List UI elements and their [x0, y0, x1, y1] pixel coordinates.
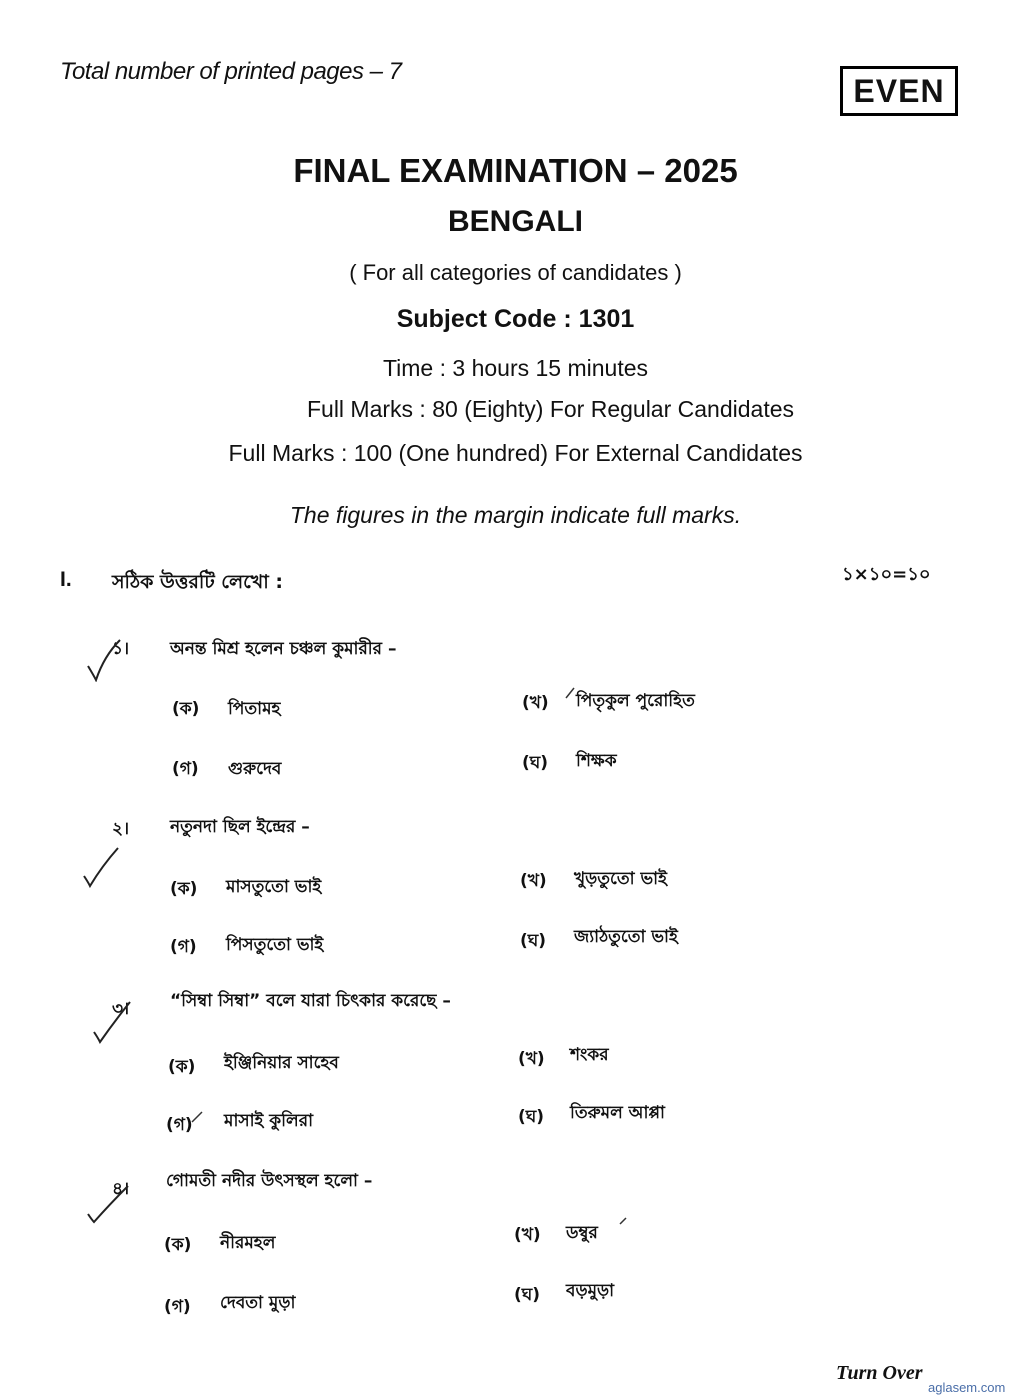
- option-text: তিরুমল আপ্পা: [570, 1103, 665, 1123]
- check-mark-icon: [84, 636, 124, 682]
- option-text: মাসাই কুলিরা: [224, 1111, 313, 1131]
- total-pages-note: Total number of printed pages – 7: [60, 58, 402, 85]
- option-label: (গ): [166, 1115, 193, 1135]
- question-number: ২।: [112, 819, 130, 839]
- option-text: ডম্বুর: [566, 1223, 598, 1243]
- option-label: (ঘ): [522, 753, 549, 773]
- question-text: “সিম্বা সিম্বা” বলে যারা চিৎকার করেছে –: [170, 991, 451, 1011]
- option-label: (গ): [170, 937, 197, 957]
- option-text: ইঞ্জিনিয়ার সাহেব: [224, 1053, 339, 1073]
- option-text: পিসতুতো ভাই: [226, 935, 324, 955]
- section-marks: ১×১০=১০: [842, 564, 931, 585]
- check-mark-icon: [84, 1180, 134, 1226]
- candidate-categories: ( For all categories of candidates ): [349, 260, 682, 285]
- option-label: (গ): [164, 1297, 191, 1317]
- option-text: গুরুদেব: [228, 759, 282, 779]
- question-text: নতুনদা ছিল ইন্দ্রের –: [170, 817, 310, 837]
- option-text: খুড়তুতো ভাই: [574, 869, 667, 889]
- option-label: (খ): [520, 871, 547, 891]
- full-marks-external: Full Marks : 100 (One hundred) For External Candidates: [228, 440, 803, 466]
- margin-note: The figures in the margin indicate full marks.: [289, 502, 742, 528]
- option-text: দেবতা মুড়া: [220, 1293, 296, 1313]
- option-text: বড়মুড়া: [566, 1281, 615, 1301]
- option-label: (খ): [518, 1049, 545, 1069]
- set-label-badge: EVEN: [840, 66, 958, 116]
- question-text: গোমতী নদীর উৎসস্থল হলো –: [166, 1171, 373, 1191]
- option-label: (খ): [522, 693, 549, 713]
- tick-mark-icon: [190, 1110, 204, 1124]
- tick-mark-icon: [564, 686, 576, 700]
- option-label: (ঘ): [518, 1107, 545, 1127]
- question-text: অনন্ত মিশ্র হলেন চঞ্চল কুমারীর –: [170, 639, 397, 659]
- question-number: ৪।: [112, 1179, 130, 1199]
- tick-mark-icon: [618, 1216, 628, 1226]
- option-text: শিক্ষক: [576, 751, 617, 771]
- exam-title: FINAL EXAMINATION – 2025: [293, 152, 738, 189]
- option-label: (ঘ): [514, 1285, 541, 1305]
- option-text: নীরমহল: [220, 1233, 276, 1253]
- option-label: (ঘ): [520, 931, 547, 951]
- question-number: ৩।: [112, 999, 130, 1019]
- option-text: মাসতুতো ভাই: [226, 877, 322, 897]
- question-number: ১।: [112, 639, 130, 659]
- exam-time: Time : 3 hours 15 minutes: [382, 355, 649, 381]
- option-text: জ্যাঠতুতো ভাই: [574, 927, 678, 947]
- subject-code: Subject Code : 1301: [396, 305, 635, 333]
- subject-name: BENGALI: [448, 205, 583, 238]
- option-label: (ক): [168, 1057, 196, 1077]
- option-label: (গ): [172, 759, 199, 779]
- option-label: (ক): [170, 879, 198, 899]
- option-text: পিতামহ: [228, 699, 281, 719]
- option-text: শংকর: [570, 1045, 609, 1065]
- option-label: (ক): [172, 699, 200, 719]
- check-mark-icon: [90, 998, 134, 1046]
- turn-over-note: Turn Over: [836, 1362, 923, 1384]
- option-text: পিতৃকুল পুরোহিত: [576, 691, 695, 711]
- option-label: (ক): [164, 1235, 192, 1255]
- watermark: aglasem.com: [928, 1380, 1006, 1395]
- option-label: (খ): [514, 1225, 541, 1245]
- section-instruction: সঠিক উত্তরটি লেখো :: [112, 571, 283, 593]
- section-number: I.: [60, 568, 72, 591]
- check-mark-icon: [80, 846, 124, 890]
- full-marks-regular: Full Marks : 80 (Eighty) For Regular Candidates: [306, 396, 795, 422]
